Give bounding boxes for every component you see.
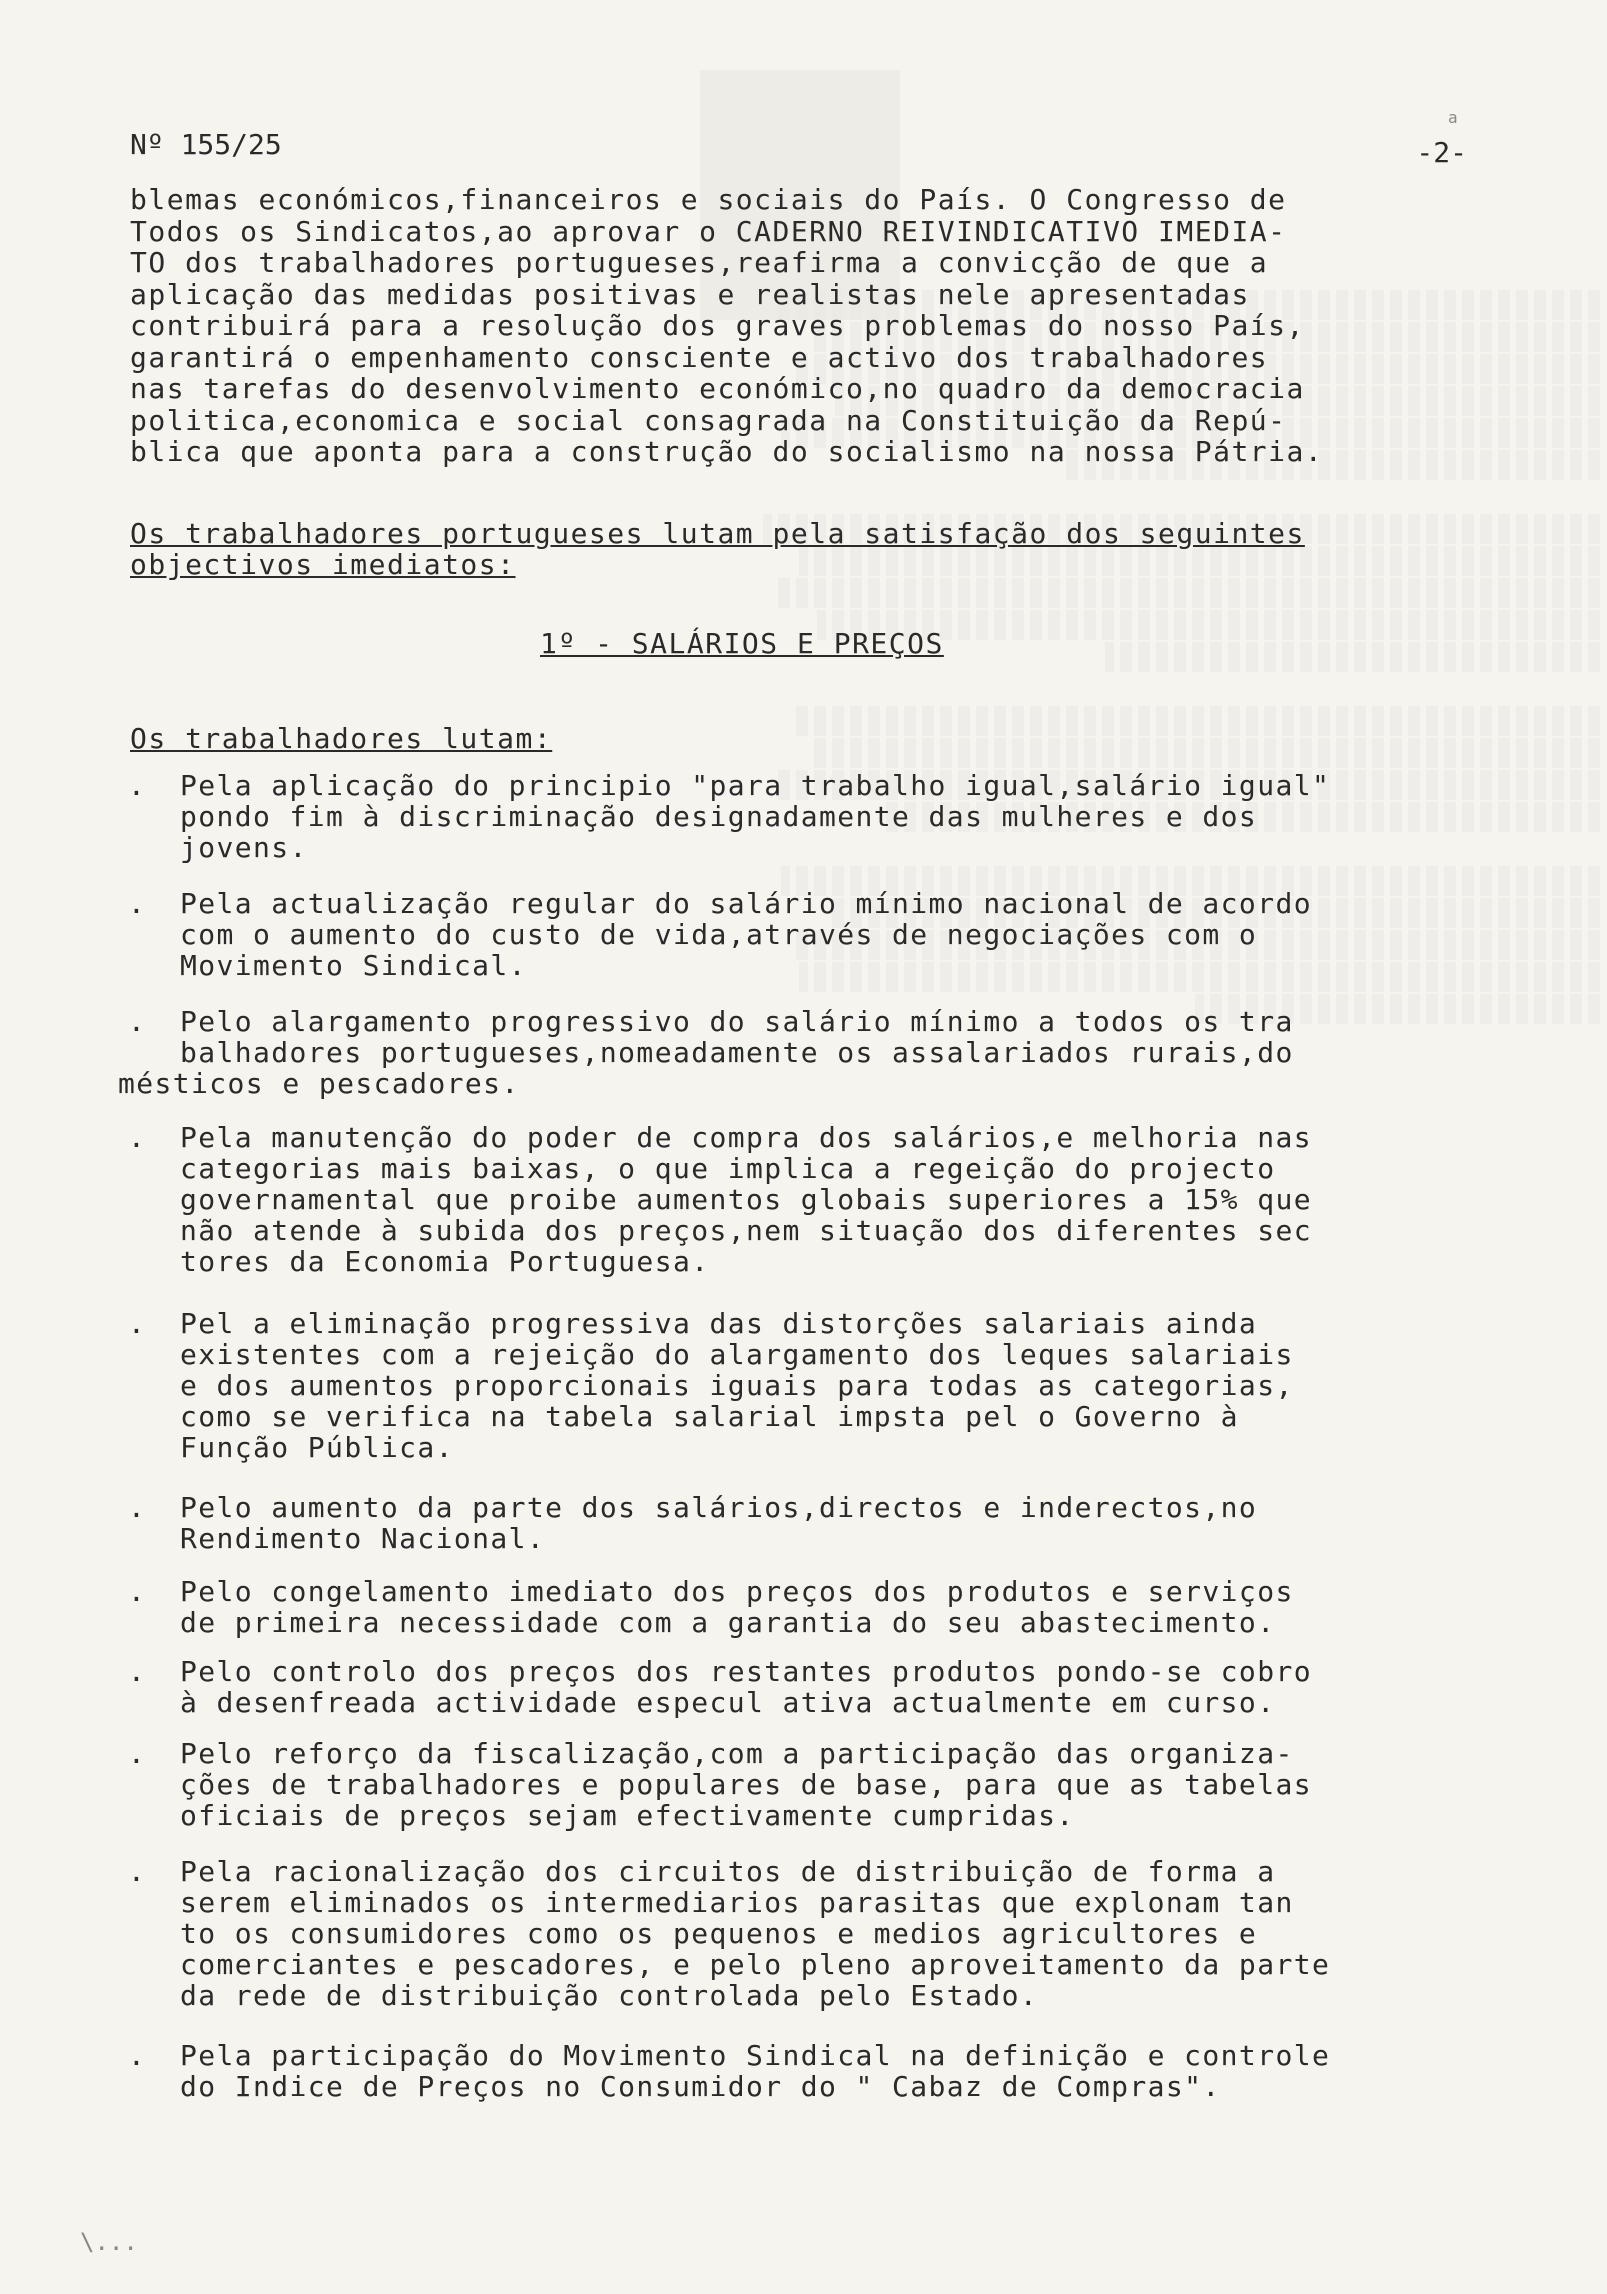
list-item-line: mésticos e pescadores.: [118, 1067, 520, 1100]
list-item-line: categorias mais baixas, o que implica a regeição do projecto: [180, 1152, 1276, 1185]
page-number: -2-: [1416, 136, 1467, 169]
bullet-marker: .: [128, 1491, 147, 1524]
intro-line: blemas económicos,financeiros e sociais do País. O Congresso de: [130, 183, 1287, 216]
list-item-line: serem eliminados os intermediarios parasitas que explonam tan: [180, 1886, 1294, 1919]
objectives-heading-line: Os trabalhadores portugueses lutam pela satisfação dos seguintes: [130, 517, 1305, 550]
intro-line: aplicação das medidas positivas e realistas nele apresentadas: [130, 277, 1250, 311]
list-item-line: governamental que proibe aumentos globais superiores a 15% que: [180, 1183, 1312, 1216]
bullet-marker: .: [128, 1005, 147, 1038]
sub-heading: Os trabalhadores lutam:: [130, 722, 553, 755]
section-title: 1º - SALÁRIOS E PREÇOS: [540, 627, 944, 660]
bullet-marker: .: [128, 1655, 147, 1688]
bullet-marker: .: [128, 1855, 147, 1888]
list-item-line: pondo fim à discriminação designadamente das mulheres e dos: [180, 800, 1258, 833]
list-item-line: existentes com a rejeição do alargamento dos leques salariais: [180, 1338, 1294, 1371]
list-item-line: do Indice de Preços no Consumidor do " Cabaz de Compras".: [180, 2070, 1221, 2103]
list-item: [118, 1006, 1418, 1099]
list-item-line: Movimento Sindical.: [180, 949, 527, 982]
list-item: [118, 1492, 1418, 1554]
list-item-line: Pel a eliminação progressiva das distorções salariais ainda: [180, 1307, 1258, 1340]
list-item-line: tores da Economia Portuguesa.: [180, 1245, 710, 1278]
objectives-heading: [130, 518, 1420, 580]
list-item-line: ções de trabalhadores e populares de base, para que as tabelas: [180, 1768, 1312, 1801]
list-item-line: Rendimento Nacional.: [180, 1522, 546, 1555]
bullet-marker: .: [128, 1307, 147, 1340]
list-item-line: Pela racionalização dos circuitos de distribuição de forma a: [180, 1855, 1276, 1888]
intro-line: nas tarefas do desenvolvimento económico,no quadro da democracia: [130, 372, 1305, 405]
list-item-line: Pela aplicação do principio "para trabalho igual,salário igual": [180, 769, 1331, 802]
intro-line: Todos os Sindicatos,ao aprovar o CADERNO REIVINDICATIVO IMEDIA-: [130, 214, 1287, 248]
list-item-line: oficiais de preços sejam efectivamente cumpridas.: [180, 1799, 1075, 1832]
list-item: [118, 770, 1418, 863]
corner-mark: a: [1448, 108, 1458, 127]
intro-line: politica,economica e social consagrada na Constituição da Repú-: [130, 403, 1287, 437]
list-item: [118, 1122, 1418, 1277]
list-item-line: Pela manutenção do poder de compra dos salários,e melhoria nas: [180, 1121, 1312, 1154]
page-header: [130, 128, 1467, 168]
document-number: Nº 155/25: [130, 128, 282, 161]
list-item-line: Pelo aumento da parte dos salários,directos e inderectos,no: [180, 1491, 1258, 1524]
list-item-line: Pelo reforço da fiscalização,com a participação das organiza-: [180, 1737, 1294, 1770]
list-item: [118, 1738, 1418, 1831]
list-item: [118, 888, 1418, 981]
continuation-mark: \...: [80, 2228, 138, 2256]
list-item: [118, 2040, 1418, 2102]
list-item-line: Pelo controlo dos preços dos restantes produtos pondo-se cobro: [180, 1655, 1312, 1688]
list-item-line: à desenfreada actividade especul ativa actualmente em curso.: [180, 1686, 1276, 1719]
list-item: [118, 1576, 1418, 1638]
bullet-marker: .: [128, 1737, 147, 1770]
bullet-marker: .: [128, 1575, 147, 1608]
intro-line: TO dos trabalhadores portugueses,reafirma a convicção de que a: [130, 246, 1269, 279]
list-item-line: como se verifica na tabela salarial impsta pel o Governo à: [180, 1400, 1239, 1433]
list-item-line: e dos aumentos proporcionais iguais para todas as categorias,: [180, 1369, 1294, 1402]
intro-paragraph: [130, 184, 1420, 468]
list-item: [118, 1856, 1418, 2011]
intro-line: blica que aponta para a construção do socialismo na nossa Pátria.: [130, 435, 1324, 468]
list-item-line: Pelo congelamento imediato dos preços dos produtos e serviços: [180, 1575, 1294, 1608]
bullet-marker: .: [128, 1121, 147, 1154]
list-item-line: Pela participação do Movimento Sindical na definição e controle: [180, 2039, 1331, 2072]
list-item-line: Pela actualização regular do salário mínimo nacional de acordo: [180, 887, 1312, 920]
intro-line: contribuirá para a resolução dos graves problemas do nosso País,: [130, 309, 1305, 342]
list-item: [118, 1656, 1418, 1718]
bullet-marker: .: [128, 769, 147, 802]
list-item-line: não atende à subida dos preços,nem situação dos diferentes sec: [180, 1214, 1312, 1247]
list-item: [118, 1308, 1418, 1463]
list-item-line: com o aumento do custo de vida,através de negociações com o: [180, 918, 1258, 951]
list-item-line: de primeira necessidade com a garantia do seu abastecimento.: [180, 1606, 1276, 1639]
list-item-line: comerciantes e pescadores, e pelo pleno aproveitamento da parte: [180, 1948, 1331, 1981]
list-item-line: balhadores portugueses,nomeadamente os assalariados rurais,do: [180, 1036, 1294, 1069]
list-item-line: jovens.: [180, 831, 308, 864]
list-item-line: Pelo alargamento progressivo do salário mínimo a todos os tra: [180, 1005, 1294, 1038]
bullet-marker: .: [128, 2039, 147, 2072]
bullet-marker: .: [128, 887, 147, 920]
objectives-heading-line: objectivos imediatos:: [130, 548, 516, 581]
list-item-line: to os consumidores como os pequenos e medios agricultores e: [180, 1917, 1258, 1950]
list-item-line: da rede de distribuição controlada pelo Estado.: [180, 1979, 1039, 2012]
intro-line: garantirá o empenhamento consciente e activo dos trabalhadores: [130, 340, 1269, 374]
list-item-line: Função Pública.: [180, 1431, 454, 1464]
